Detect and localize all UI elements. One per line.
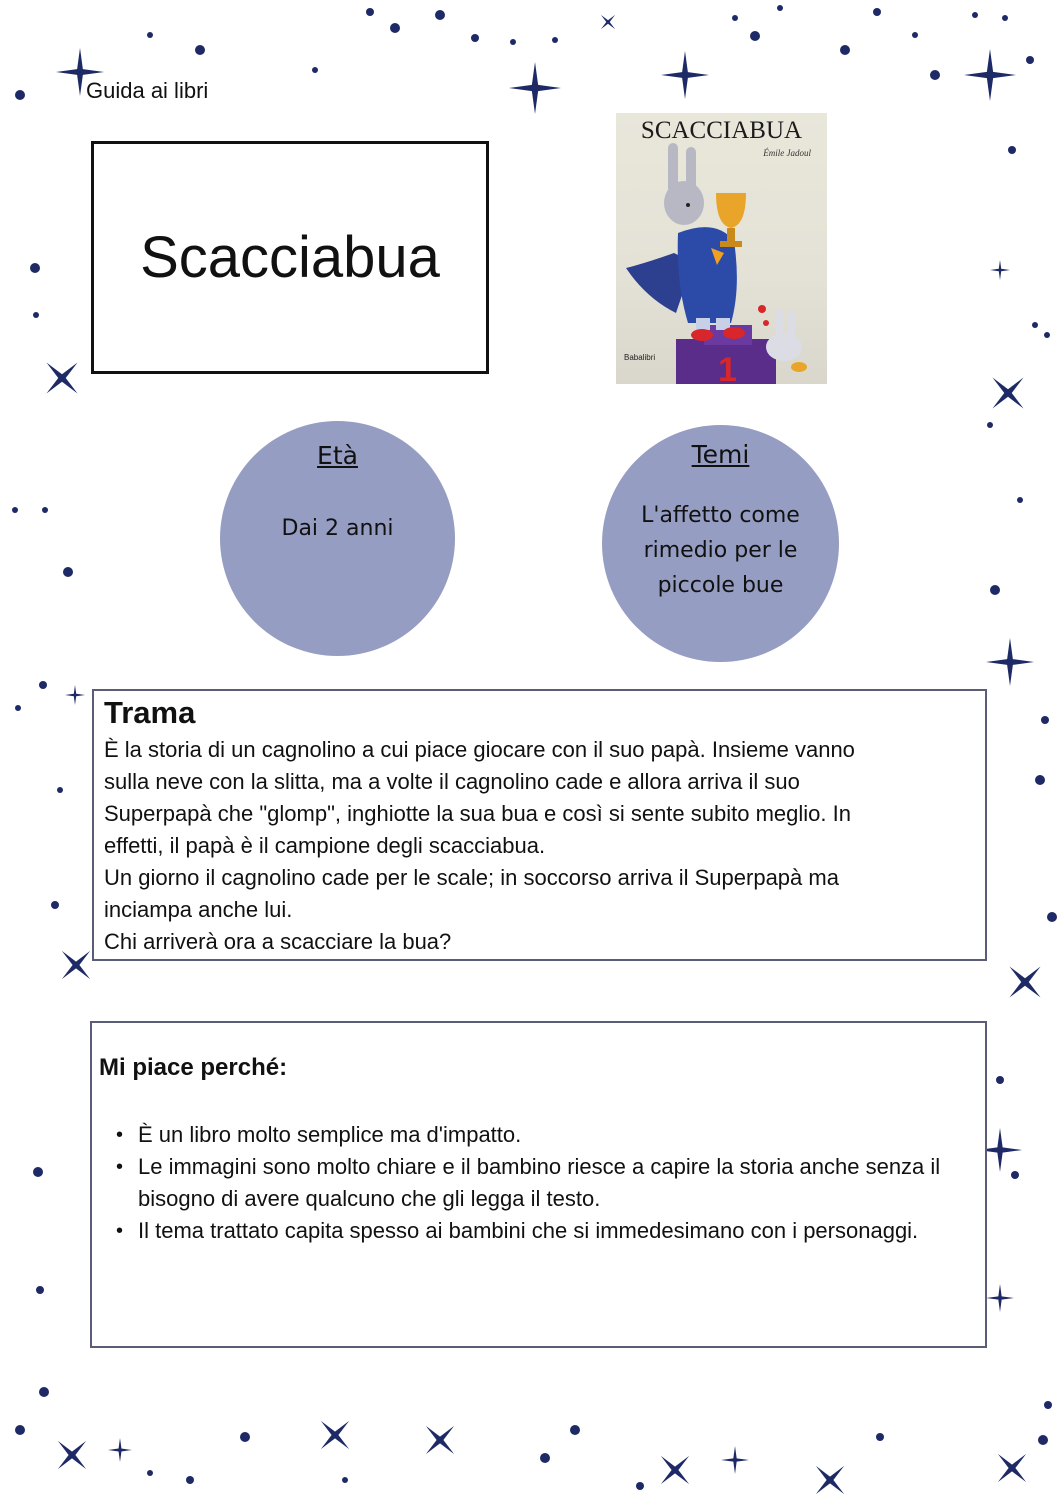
star-dot: [147, 32, 153, 38]
star-dot: [36, 1286, 44, 1294]
sparkle-star: [986, 1284, 1014, 1312]
star-dot: [1026, 56, 1034, 64]
star-dot: [30, 263, 40, 273]
sparkle-star: [44, 1427, 101, 1484]
likes-list: [138, 1119, 978, 1247]
star-dot: [1044, 1401, 1052, 1409]
star-dot: [342, 1477, 348, 1483]
book-title-box: [91, 141, 489, 374]
sparkle-star: [721, 1446, 749, 1474]
cover-author: Émile Jadoul: [763, 148, 811, 158]
star-dot: [33, 312, 39, 318]
star-dot: [1044, 332, 1050, 338]
book-title: Scacciabua: [140, 225, 440, 290]
star-dot: [42, 507, 48, 513]
star-dot: [240, 1432, 250, 1442]
sparkle-star: [994, 951, 1056, 1013]
star-dot: [12, 507, 18, 513]
list-item: • Le immagini sono molto chiare e il bambino riesce a capire la storia anche senza il bisogno di avere qualcuno che gli legga il testo.: [138, 1151, 978, 1215]
themes-value: L'affetto come rimedio per le piccole bue: [641, 503, 800, 598]
sparkle-star: [964, 49, 1016, 101]
sparkle-star: [986, 638, 1034, 686]
sparkle-star: [661, 51, 709, 99]
sparkle-star: [802, 1452, 859, 1497]
star-dot: [1011, 1171, 1019, 1179]
star-dot: [912, 32, 918, 38]
star-dot: [1008, 146, 1016, 154]
star-dot: [552, 37, 558, 43]
themes-heading: Temi: [691, 440, 750, 469]
star-dot: [750, 31, 760, 41]
star-dot: [51, 901, 59, 909]
star-dot: [510, 39, 516, 45]
star-dot: [732, 15, 738, 21]
star-dot: [147, 1470, 153, 1476]
star-dot: [1002, 15, 1008, 21]
likes-heading: Mi piace perché:: [99, 1054, 288, 1081]
star-dot: [471, 34, 479, 42]
plot-section: [92, 689, 987, 961]
star-dot: [186, 1476, 194, 1484]
cover-title: SCACCIABUA: [640, 117, 803, 144]
star-dot: [390, 23, 400, 33]
age-heading: Età: [317, 441, 358, 470]
star-dot: [987, 422, 993, 428]
plot-text: È la storia di un cagnolino a cui piace giocare con il suo papà. Insieme vanno sulla neve con la slitta, ma a volte il cagnolino cade e allora arriva il suo Superpapà che "glomp", inghiotte la sua bua e così si sente subito meglio. In effetti, il papà è il campione degli scacciabua. Un giorno il cagnolino cade per le scale; in soccorso arriva il Superpapà ma inciampa anche lui. Chi arriverà ora a scacciare la bua?: [104, 737, 855, 954]
star-dot: [57, 787, 63, 793]
sparkle-star: [65, 685, 85, 705]
guide-label: Guida ai libri: [86, 78, 209, 103]
sparkle-star: [108, 1438, 132, 1462]
star-dot: [990, 585, 1000, 595]
star-dot: [1038, 1435, 1048, 1445]
star-dot: [540, 1453, 550, 1463]
likes-section: [90, 1021, 987, 1348]
plot-heading: Trama: [104, 695, 196, 730]
sparkle-star: [984, 1440, 1041, 1497]
star-dot: [876, 1433, 884, 1441]
star-dot: [435, 10, 445, 20]
sparkle-star: [990, 260, 1010, 280]
svg-text:1: 1: [718, 351, 737, 384]
star-dot: [1035, 775, 1045, 785]
sparkle-star: [977, 362, 1039, 424]
themes-circle: [602, 425, 839, 662]
star-dot: [39, 1387, 49, 1397]
star-dot: [195, 45, 205, 55]
star-dot: [366, 8, 374, 16]
star-dot: [15, 705, 21, 711]
star-dot: [15, 90, 25, 100]
list-item: • Il tema trattato capita spesso ai bambini che si immedesimano con i personaggi.: [138, 1215, 978, 1247]
age-value: Dai 2 anni: [281, 516, 394, 541]
star-dot: [840, 45, 850, 55]
star-dot: [33, 1167, 43, 1177]
star-dot: [1032, 322, 1038, 328]
sparkle-star: [647, 1442, 704, 1497]
star-dot: [39, 681, 47, 689]
star-dot: [972, 12, 978, 18]
star-dot: [15, 1425, 25, 1435]
sparkle-star: [307, 1407, 364, 1464]
star-dot: [930, 70, 940, 80]
star-dot: [873, 8, 881, 16]
star-dot: [570, 1425, 580, 1435]
star-dot: [777, 5, 783, 11]
age-circle: [220, 421, 455, 656]
star-dot: [636, 1482, 644, 1490]
star-dot: [63, 567, 73, 577]
sparkle-star: [31, 347, 93, 409]
cover-publisher: Babalibri: [624, 353, 656, 362]
star-dot: [312, 67, 318, 73]
sparkle-star: [594, 8, 622, 36]
star-dot: [1047, 912, 1057, 922]
star-dot: [1041, 716, 1049, 724]
book-cover-image: [616, 113, 827, 384]
star-dot: [1017, 497, 1023, 503]
list-item: • È un libro molto semplice ma d'impatto.: [138, 1119, 978, 1151]
sparkle-star: [412, 1412, 469, 1469]
sparkle-star: [509, 62, 561, 114]
star-dot: [996, 1076, 1004, 1084]
